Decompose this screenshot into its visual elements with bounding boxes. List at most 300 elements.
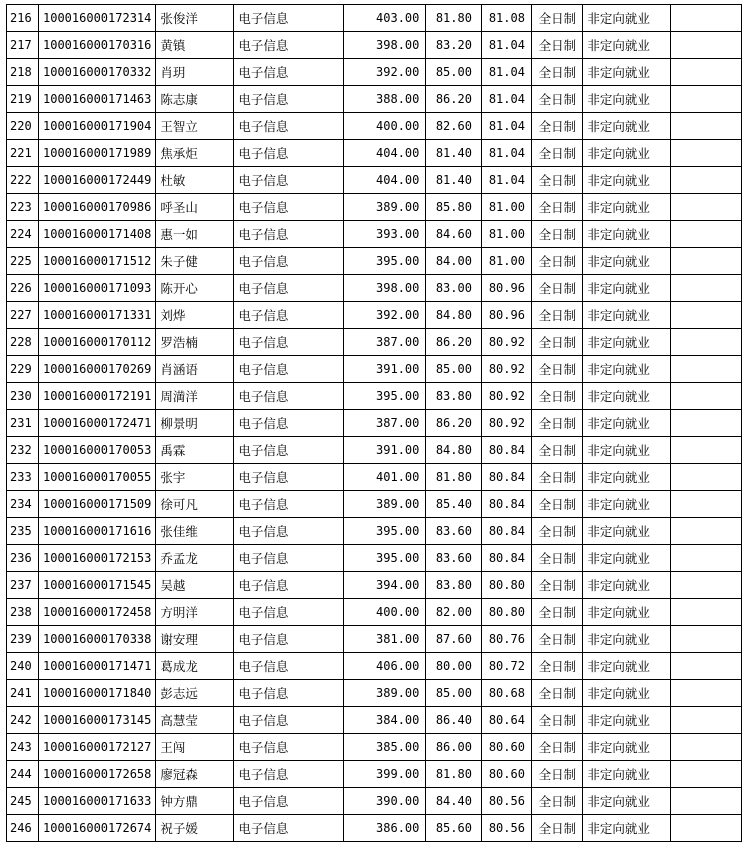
note-cell [671,680,742,707]
enrollment-type-cell: 非定向就业 [583,437,671,464]
seq-cell: 227 [7,302,39,329]
retest-score-cell: 85.60 [426,815,482,842]
note-cell [671,248,742,275]
major-cell: 电子信息 [234,572,344,599]
initial-score-cell: 391.00 [344,437,426,464]
study-mode-cell: 全日制 [532,491,583,518]
name-cell: 周満洋 [156,383,234,410]
enrollment-type-cell: 非定向就业 [583,545,671,572]
enrollment-type-cell: 非定向就业 [583,788,671,815]
major-cell: 电子信息 [234,167,344,194]
initial-score-cell: 399.00 [344,761,426,788]
major-cell: 电子信息 [234,464,344,491]
name-cell: 高慧莹 [156,707,234,734]
note-cell [671,572,742,599]
note-cell [671,437,742,464]
initial-score-cell: 389.00 [344,491,426,518]
seq-cell: 243 [7,734,39,761]
major-cell: 电子信息 [234,653,344,680]
study-mode-cell: 全日制 [532,734,583,761]
study-mode-cell: 全日制 [532,221,583,248]
table-row [7,437,742,464]
table-row [7,59,742,86]
seq-cell: 226 [7,275,39,302]
total-score-cell: 80.56 [482,815,532,842]
table-row [7,815,742,842]
name-cell: 罗浩楠 [156,329,234,356]
enrollment-type-cell: 非定向就业 [583,410,671,437]
total-score-cell: 80.76 [482,626,532,653]
enrollment-type-cell: 非定向就业 [583,761,671,788]
retest-score-cell: 83.00 [426,275,482,302]
major-cell: 电子信息 [234,5,344,32]
note-cell [671,302,742,329]
total-score-cell: 80.92 [482,383,532,410]
table-row [7,356,742,383]
note-cell [671,32,742,59]
enrollment-type-cell: 非定向就业 [583,167,671,194]
major-cell: 电子信息 [234,86,344,113]
total-score-cell: 81.04 [482,140,532,167]
initial-score-cell: 387.00 [344,410,426,437]
enrollment-type-cell: 非定向就业 [583,5,671,32]
candidate-id-cell: 100016000170053 [39,437,156,464]
table-row [7,86,742,113]
table-row [7,653,742,680]
enrollment-type-cell: 非定向就业 [583,329,671,356]
name-cell: 张俊洋 [156,5,234,32]
initial-score-cell: 404.00 [344,167,426,194]
note-cell [671,329,742,356]
seq-cell: 230 [7,383,39,410]
seq-cell: 236 [7,545,39,572]
name-cell: 谢安理 [156,626,234,653]
table-row [7,221,742,248]
retest-score-cell: 82.60 [426,113,482,140]
initial-score-cell: 381.00 [344,626,426,653]
name-cell: 钟方鼎 [156,788,234,815]
retest-score-cell: 81.40 [426,140,482,167]
retest-score-cell: 87.60 [426,626,482,653]
note-cell [671,86,742,113]
study-mode-cell: 全日制 [532,32,583,59]
seq-cell: 238 [7,599,39,626]
name-cell: 呼圣山 [156,194,234,221]
name-cell: 廖冠森 [156,761,234,788]
table-row [7,5,742,32]
total-score-cell: 81.04 [482,113,532,140]
candidate-id-cell: 100016000173145 [39,707,156,734]
retest-score-cell: 85.00 [426,59,482,86]
name-cell: 禹霖 [156,437,234,464]
study-mode-cell: 全日制 [532,464,583,491]
table-row [7,410,742,437]
total-score-cell: 80.84 [482,545,532,572]
seq-cell: 241 [7,680,39,707]
retest-score-cell: 81.80 [426,761,482,788]
total-score-cell: 81.08 [482,5,532,32]
retest-score-cell: 83.80 [426,383,482,410]
table-row [7,599,742,626]
enrollment-type-cell: 非定向就业 [583,734,671,761]
table-row [7,545,742,572]
table-row [7,140,742,167]
enrollment-type-cell: 非定向就业 [583,707,671,734]
candidate-id-cell: 100016000172127 [39,734,156,761]
total-score-cell: 81.04 [482,32,532,59]
retest-score-cell: 86.20 [426,329,482,356]
table-row [7,788,742,815]
table-row [7,275,742,302]
name-cell: 肖涵语 [156,356,234,383]
note-cell [671,815,742,842]
name-cell: 肖玥 [156,59,234,86]
table-row [7,167,742,194]
candidate-id-cell: 100016000170269 [39,356,156,383]
study-mode-cell: 全日制 [532,275,583,302]
note-cell [671,653,742,680]
initial-score-cell: 400.00 [344,599,426,626]
seq-cell: 233 [7,464,39,491]
study-mode-cell: 全日制 [532,788,583,815]
name-cell: 刘烨 [156,302,234,329]
name-cell: 吴越 [156,572,234,599]
initial-score-cell: 390.00 [344,788,426,815]
candidate-id-cell: 100016000171408 [39,221,156,248]
note-cell [671,167,742,194]
note-cell [671,761,742,788]
enrollment-type-cell: 非定向就业 [583,248,671,275]
retest-score-cell: 82.00 [426,599,482,626]
candidate-id-cell: 100016000171471 [39,653,156,680]
seq-cell: 218 [7,59,39,86]
study-mode-cell: 全日制 [532,599,583,626]
note-cell [671,707,742,734]
retest-score-cell: 86.40 [426,707,482,734]
initial-score-cell: 404.00 [344,140,426,167]
seq-cell: 221 [7,140,39,167]
note-cell [671,383,742,410]
note-cell [671,788,742,815]
study-mode-cell: 全日制 [532,59,583,86]
seq-cell: 219 [7,86,39,113]
name-cell: 张佳维 [156,518,234,545]
major-cell: 电子信息 [234,194,344,221]
enrollment-type-cell: 非定向就业 [583,302,671,329]
note-cell [671,599,742,626]
retest-score-cell: 83.80 [426,572,482,599]
enrollment-type-cell: 非定向就业 [583,356,671,383]
name-cell: 彭志远 [156,680,234,707]
name-cell: 惠一如 [156,221,234,248]
enrollment-type-cell: 非定向就业 [583,491,671,518]
seq-cell: 245 [7,788,39,815]
initial-score-cell: 401.00 [344,464,426,491]
name-cell: 乔孟龙 [156,545,234,572]
major-cell: 电子信息 [234,680,344,707]
total-score-cell: 81.00 [482,194,532,221]
total-score-cell: 80.92 [482,410,532,437]
table-row [7,734,742,761]
table-row [7,302,742,329]
major-cell: 电子信息 [234,356,344,383]
enrollment-type-cell: 非定向就业 [583,221,671,248]
initial-score-cell: 395.00 [344,518,426,545]
seq-cell: 244 [7,761,39,788]
enrollment-type-cell: 非定向就业 [583,599,671,626]
study-mode-cell: 全日制 [532,194,583,221]
major-cell: 电子信息 [234,707,344,734]
study-mode-cell: 全日制 [532,572,583,599]
seq-cell: 234 [7,491,39,518]
retest-score-cell: 85.80 [426,194,482,221]
table-body [7,5,742,842]
initial-score-cell: 395.00 [344,248,426,275]
note-cell [671,545,742,572]
initial-score-cell: 393.00 [344,221,426,248]
note-cell [671,59,742,86]
major-cell: 电子信息 [234,248,344,275]
study-mode-cell: 全日制 [532,356,583,383]
candidate-id-cell: 100016000171904 [39,113,156,140]
major-cell: 电子信息 [234,59,344,86]
seq-cell: 228 [7,329,39,356]
retest-score-cell: 84.40 [426,788,482,815]
total-score-cell: 80.84 [482,518,532,545]
note-cell [671,194,742,221]
admission-list-sheet [6,4,742,842]
study-mode-cell: 全日制 [532,86,583,113]
candidate-id-cell: 100016000172191 [39,383,156,410]
candidate-id-cell: 100016000170986 [39,194,156,221]
initial-score-cell: 400.00 [344,113,426,140]
total-score-cell: 80.60 [482,734,532,761]
seq-cell: 224 [7,221,39,248]
initial-score-cell: 403.00 [344,5,426,32]
candidate-id-cell: 100016000170316 [39,32,156,59]
initial-score-cell: 392.00 [344,59,426,86]
total-score-cell: 80.56 [482,788,532,815]
total-score-cell: 80.84 [482,491,532,518]
enrollment-type-cell: 非定向就业 [583,383,671,410]
name-cell: 葛成龙 [156,653,234,680]
retest-score-cell: 86.20 [426,410,482,437]
table-row [7,383,742,410]
seq-cell: 225 [7,248,39,275]
enrollment-type-cell: 非定向就业 [583,815,671,842]
name-cell: 王智立 [156,113,234,140]
major-cell: 电子信息 [234,491,344,518]
enrollment-type-cell: 非定向就业 [583,275,671,302]
seq-cell: 223 [7,194,39,221]
seq-cell: 246 [7,815,39,842]
retest-score-cell: 83.60 [426,545,482,572]
name-cell: 陈志康 [156,86,234,113]
table-row [7,707,742,734]
study-mode-cell: 全日制 [532,5,583,32]
retest-score-cell: 84.00 [426,248,482,275]
seq-cell: 222 [7,167,39,194]
total-score-cell: 81.00 [482,248,532,275]
table-row [7,518,742,545]
note-cell [671,518,742,545]
total-score-cell: 80.80 [482,572,532,599]
retest-score-cell: 81.80 [426,5,482,32]
candidate-id-cell: 100016000171463 [39,86,156,113]
enrollment-type-cell: 非定向就业 [583,464,671,491]
study-mode-cell: 全日制 [532,410,583,437]
total-score-cell: 80.68 [482,680,532,707]
note-cell [671,734,742,761]
table-row [7,491,742,518]
retest-score-cell: 85.00 [426,356,482,383]
major-cell: 电子信息 [234,32,344,59]
major-cell: 电子信息 [234,275,344,302]
seq-cell: 229 [7,356,39,383]
seq-cell: 232 [7,437,39,464]
candidate-id-cell: 100016000172674 [39,815,156,842]
study-mode-cell: 全日制 [532,545,583,572]
retest-score-cell: 80.00 [426,653,482,680]
total-score-cell: 80.92 [482,329,532,356]
seq-cell: 235 [7,518,39,545]
initial-score-cell: 384.00 [344,707,426,734]
study-mode-cell: 全日制 [532,383,583,410]
study-mode-cell: 全日制 [532,329,583,356]
enrollment-type-cell: 非定向就业 [583,626,671,653]
major-cell: 电子信息 [234,410,344,437]
seq-cell: 216 [7,5,39,32]
seq-cell: 242 [7,707,39,734]
study-mode-cell: 全日制 [532,815,583,842]
initial-score-cell: 386.00 [344,815,426,842]
name-cell: 祝子媛 [156,815,234,842]
enrollment-type-cell: 非定向就业 [583,572,671,599]
note-cell [671,140,742,167]
name-cell: 王闯 [156,734,234,761]
retest-score-cell: 83.20 [426,32,482,59]
table-row [7,248,742,275]
admission-table [6,4,742,842]
retest-score-cell: 81.80 [426,464,482,491]
candidate-id-cell: 100016000171616 [39,518,156,545]
retest-score-cell: 84.60 [426,221,482,248]
candidate-id-cell: 100016000170332 [39,59,156,86]
initial-score-cell: 389.00 [344,194,426,221]
total-score-cell: 81.04 [482,86,532,113]
name-cell: 杜敏 [156,167,234,194]
initial-score-cell: 395.00 [344,545,426,572]
table-row [7,572,742,599]
study-mode-cell: 全日制 [532,140,583,167]
major-cell: 电子信息 [234,518,344,545]
retest-score-cell: 85.00 [426,680,482,707]
retest-score-cell: 86.20 [426,86,482,113]
major-cell: 电子信息 [234,734,344,761]
total-score-cell: 80.84 [482,464,532,491]
seq-cell: 240 [7,653,39,680]
note-cell [671,626,742,653]
enrollment-type-cell: 非定向就业 [583,113,671,140]
major-cell: 电子信息 [234,221,344,248]
study-mode-cell: 全日制 [532,518,583,545]
initial-score-cell: 385.00 [344,734,426,761]
total-score-cell: 81.00 [482,221,532,248]
major-cell: 电子信息 [234,383,344,410]
study-mode-cell: 全日制 [532,761,583,788]
candidate-id-cell: 100016000170055 [39,464,156,491]
seq-cell: 220 [7,113,39,140]
name-cell: 黄镇 [156,32,234,59]
retest-score-cell: 86.00 [426,734,482,761]
name-cell: 朱子健 [156,248,234,275]
major-cell: 电子信息 [234,437,344,464]
retest-score-cell: 84.80 [426,302,482,329]
study-mode-cell: 全日制 [532,653,583,680]
seq-cell: 217 [7,32,39,59]
enrollment-type-cell: 非定向就业 [583,194,671,221]
major-cell: 电子信息 [234,302,344,329]
retest-score-cell: 84.80 [426,437,482,464]
enrollment-type-cell: 非定向就业 [583,32,671,59]
retest-score-cell: 81.40 [426,167,482,194]
major-cell: 电子信息 [234,545,344,572]
major-cell: 电子信息 [234,626,344,653]
study-mode-cell: 全日制 [532,707,583,734]
note-cell [671,410,742,437]
candidate-id-cell: 100016000172458 [39,599,156,626]
name-cell: 徐可凡 [156,491,234,518]
total-score-cell: 80.80 [482,599,532,626]
table-row [7,194,742,221]
seq-cell: 231 [7,410,39,437]
candidate-id-cell: 100016000172314 [39,5,156,32]
candidate-id-cell: 100016000171512 [39,248,156,275]
name-cell: 焦承炬 [156,140,234,167]
retest-score-cell: 83.60 [426,518,482,545]
study-mode-cell: 全日制 [532,248,583,275]
major-cell: 电子信息 [234,788,344,815]
note-cell [671,491,742,518]
retest-score-cell: 85.40 [426,491,482,518]
major-cell: 电子信息 [234,329,344,356]
candidate-id-cell: 100016000171989 [39,140,156,167]
initial-score-cell: 388.00 [344,86,426,113]
enrollment-type-cell: 非定向就业 [583,140,671,167]
note-cell [671,275,742,302]
total-score-cell: 80.84 [482,437,532,464]
total-score-cell: 80.64 [482,707,532,734]
name-cell: 方明洋 [156,599,234,626]
table-row [7,680,742,707]
candidate-id-cell: 100016000171840 [39,680,156,707]
study-mode-cell: 全日制 [532,167,583,194]
name-cell: 张宇 [156,464,234,491]
seq-cell: 237 [7,572,39,599]
initial-score-cell: 398.00 [344,32,426,59]
candidate-id-cell: 100016000172449 [39,167,156,194]
total-score-cell: 81.04 [482,167,532,194]
enrollment-type-cell: 非定向就业 [583,59,671,86]
total-score-cell: 80.72 [482,653,532,680]
candidate-id-cell: 100016000170112 [39,329,156,356]
initial-score-cell: 394.00 [344,572,426,599]
initial-score-cell: 387.00 [344,329,426,356]
initial-score-cell: 391.00 [344,356,426,383]
candidate-id-cell: 100016000171509 [39,491,156,518]
major-cell: 电子信息 [234,815,344,842]
candidate-id-cell: 100016000172658 [39,761,156,788]
